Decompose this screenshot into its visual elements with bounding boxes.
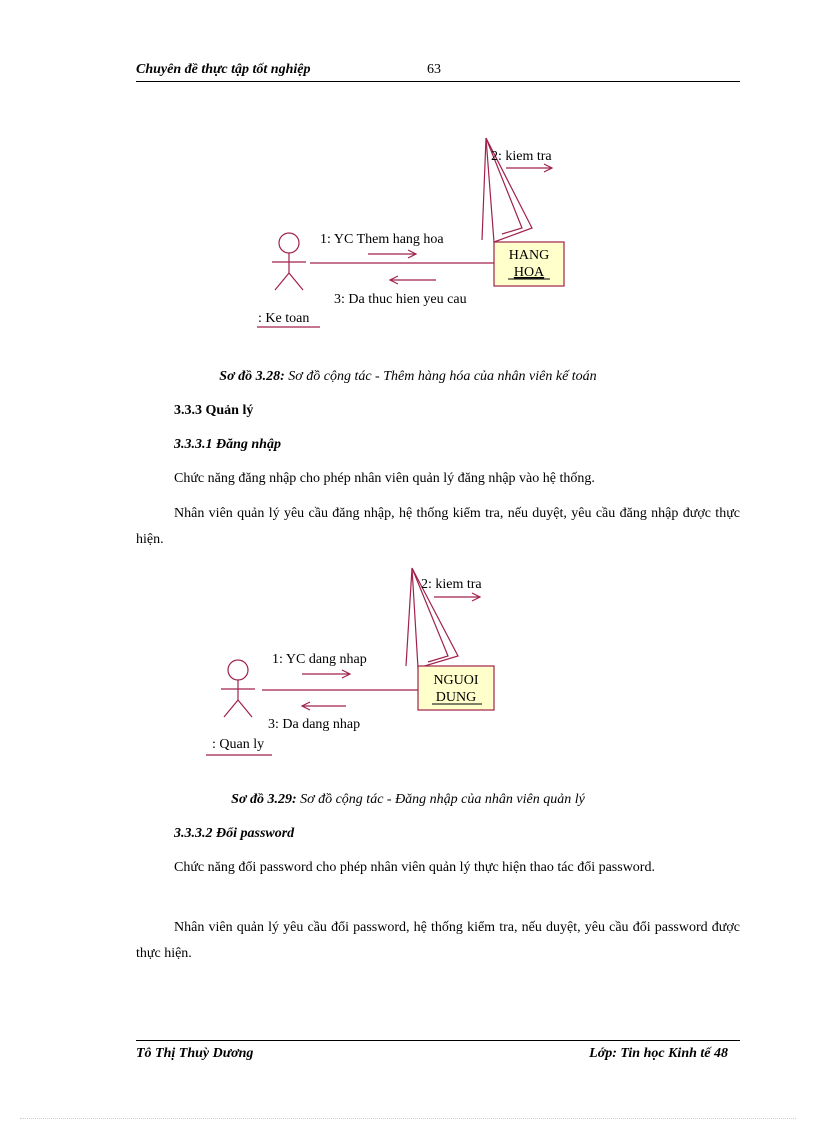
paragraph-login-1: Chức năng đăng nhập cho phép nhân viên quản lý đăng nhập vào hệ thống. bbox=[174, 471, 595, 486]
caption-diagram-3-29 bbox=[0, 792, 816, 808]
actor-leg-left bbox=[275, 273, 289, 290]
msg1-label: 1: YC Them hang hoa bbox=[320, 232, 444, 247]
actor-head bbox=[279, 233, 299, 253]
page-bottom-border bbox=[20, 1118, 796, 1119]
object-line1: NGUOI bbox=[433, 673, 479, 688]
actor-leg-right bbox=[238, 700, 252, 717]
object-line1: HANG bbox=[508, 248, 550, 263]
footer-class: Lớp: Tin học Kinh tế 48 bbox=[589, 1046, 728, 1061]
actor-label: : Quan ly bbox=[212, 737, 265, 752]
actor-leg-left bbox=[224, 700, 238, 717]
msg1-label: 1: YC dang nhap bbox=[272, 652, 367, 667]
heading-3-3-3-1: 3.3.3.1 Đăng nhập bbox=[174, 437, 281, 452]
footer-author: Tô Thị Thuỳ Dương bbox=[136, 1046, 254, 1061]
msg2-label: 2: kiem tra bbox=[421, 577, 482, 592]
self-loop-stem bbox=[406, 568, 412, 666]
page-number: 63 bbox=[427, 62, 441, 77]
msg3-label: 3: Da thuc hien yeu cau bbox=[334, 292, 467, 307]
header-title: Chuyên đề thực tập tốt nghiệp bbox=[136, 62, 311, 77]
collaboration-diagram-add-goods bbox=[250, 130, 580, 335]
msg3-label: 3: Da dang nhap bbox=[268, 717, 361, 732]
caption-diagram-3-28 bbox=[0, 369, 816, 385]
actor-head bbox=[228, 660, 248, 680]
object-line2: DUNG bbox=[435, 690, 477, 705]
self-loop-stem bbox=[482, 138, 486, 240]
caption-prefix: Sơ đồ 3.29: bbox=[231, 792, 297, 807]
header-rule bbox=[136, 81, 740, 82]
msg2-label: 2: kiem tra bbox=[491, 149, 552, 164]
actor-leg-right bbox=[289, 273, 303, 290]
collaboration-diagram-login bbox=[200, 560, 530, 765]
footer-rule bbox=[136, 1040, 740, 1041]
paragraph-password-2: Nhân viên quản lý yêu cầu đổi password, hệ thống kiểm tra, nếu duyệt, yêu cầu đổi password được thực hiện. bbox=[136, 920, 740, 961]
heading-3-3-3-2: 3.3.3.2 Đổi password bbox=[174, 826, 295, 841]
caption-text: Sơ đồ cộng tác - Thêm hàng hóa của nhân viên kế toán bbox=[284, 369, 597, 384]
caption-text: Sơ đồ cộng tác - Đăng nhập của nhân viên quản lý bbox=[296, 792, 585, 807]
caption-prefix: Sơ đồ 3.28: bbox=[219, 369, 285, 384]
heading-3-3-3: 3.3.3 Quản lý bbox=[174, 403, 254, 418]
object-line2: HOA bbox=[513, 265, 545, 280]
paragraph-password-1: Chức năng đổi password cho phép nhân viên quản lý thực hiện thao tác đổi password. bbox=[174, 860, 655, 875]
paragraph-login-2: Nhân viên quản lý yêu cầu đăng nhập, hệ thống kiểm tra, nếu duyệt, yêu cầu đăng nhập được thực hiện. bbox=[136, 506, 740, 547]
actor-label: : Ke toan bbox=[258, 311, 310, 326]
